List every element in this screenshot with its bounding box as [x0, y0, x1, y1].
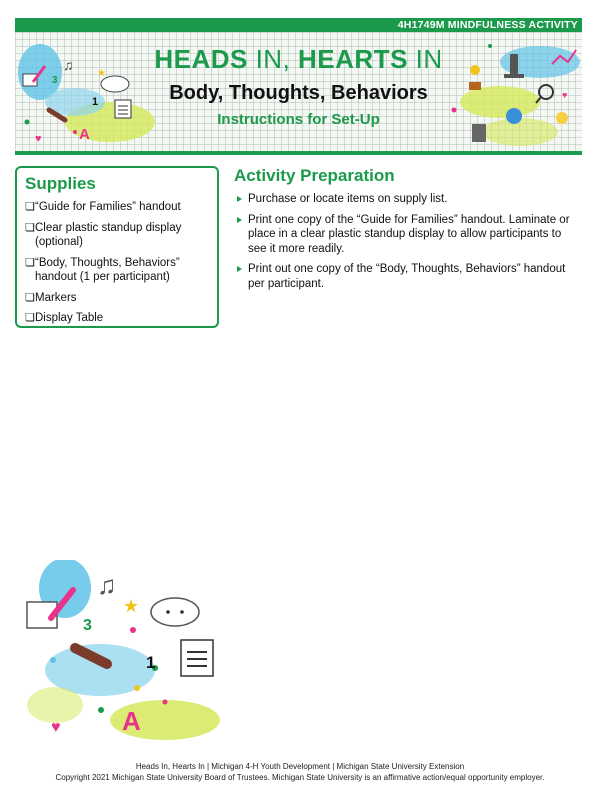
title-in-2: IN — [407, 44, 443, 74]
supplies-list — [25, 200, 209, 326]
checkbox-icon: ❏ — [25, 291, 35, 304]
list-item — [25, 221, 209, 250]
music-note-icon: ♫ — [63, 57, 74, 73]
activity-preparation — [234, 166, 574, 297]
prep-text: Purchase or locate items on supply list. — [248, 193, 448, 205]
svg-text:♥: ♥ — [562, 90, 568, 100]
number-one-large: 1 — [146, 653, 156, 672]
supplies-box — [15, 166, 219, 328]
prep-text: Print one copy of the “Guide for Families” handout. Laminate or place in a clear plastic standup display to allow participants to see it more readily. — [248, 213, 570, 255]
supply-text: “Guide for Families” handout — [35, 201, 181, 213]
prep-text: Print out one copy of the “Body, Thoughts, Behaviors” handout per participant. — [248, 263, 566, 290]
checkbox-icon: ❏ — [25, 256, 35, 269]
bullet-triangle-icon — [237, 196, 242, 202]
title-in-1: IN, — [247, 44, 299, 74]
number-one: 1 — [92, 96, 99, 108]
header-banner — [15, 18, 582, 155]
heart-icon: ♥ — [51, 719, 61, 736]
list-item — [234, 213, 574, 257]
three-digit: 3 — [52, 75, 58, 86]
list-item — [25, 200, 209, 215]
title-heads: HEADS — [154, 44, 248, 74]
title-hearts: HEARTS — [298, 44, 408, 74]
program-title — [15, 44, 582, 75]
list-item — [25, 311, 209, 326]
bullet-triangle-icon — [237, 266, 242, 272]
list-item — [25, 291, 209, 306]
star-icon: ★ — [97, 68, 106, 79]
instructions-heading: Instructions for Set-Up — [217, 111, 380, 128]
supplies-heading: Supplies — [25, 174, 96, 193]
letter-a: A — [79, 126, 90, 143]
supply-text: “Body, Thoughts, Behaviors” handout (1 per participant) — [35, 256, 180, 283]
cloud-face-icon — [151, 598, 199, 626]
list-item — [234, 262, 574, 291]
supply-text: Clear plastic standup display (optional) — [35, 221, 182, 248]
list-item — [25, 256, 209, 285]
music-note-icon: ♫ — [97, 570, 117, 600]
supply-text: Markers — [35, 291, 77, 304]
star-icon: ★ — [123, 596, 140, 616]
header-top-bar — [15, 18, 582, 32]
footer-credits: Heads In, Hearts In | Michigan 4-H Youth Development | Michigan State University Extension — [135, 762, 465, 771]
activity-code: 4H1749M MINDFULNESS ACTIVITY — [397, 19, 578, 31]
checkbox-icon: ❏ — [25, 221, 35, 234]
supply-text: Display Table — [35, 312, 104, 324]
list-item — [234, 192, 574, 207]
preparation-heading: Activity Preparation — [234, 166, 395, 185]
three-digit-large: 3 — [83, 617, 92, 634]
activity-subtitle: Body, Thoughts, Behaviors — [169, 82, 428, 104]
heart-icon: ♥ — [35, 133, 42, 145]
footer-copyright: Copyright 2021 Michigan State University Board of Trustees. Michigan State University is an affirmative action/equal opportunity employer. — [55, 773, 545, 782]
bullet-triangle-icon — [237, 217, 242, 223]
checkbox-icon: ❏ — [25, 312, 35, 324]
preparation-list — [234, 192, 574, 291]
letter-a-large: A — [122, 706, 141, 736]
checkbox-icon: ❏ — [25, 201, 35, 213]
